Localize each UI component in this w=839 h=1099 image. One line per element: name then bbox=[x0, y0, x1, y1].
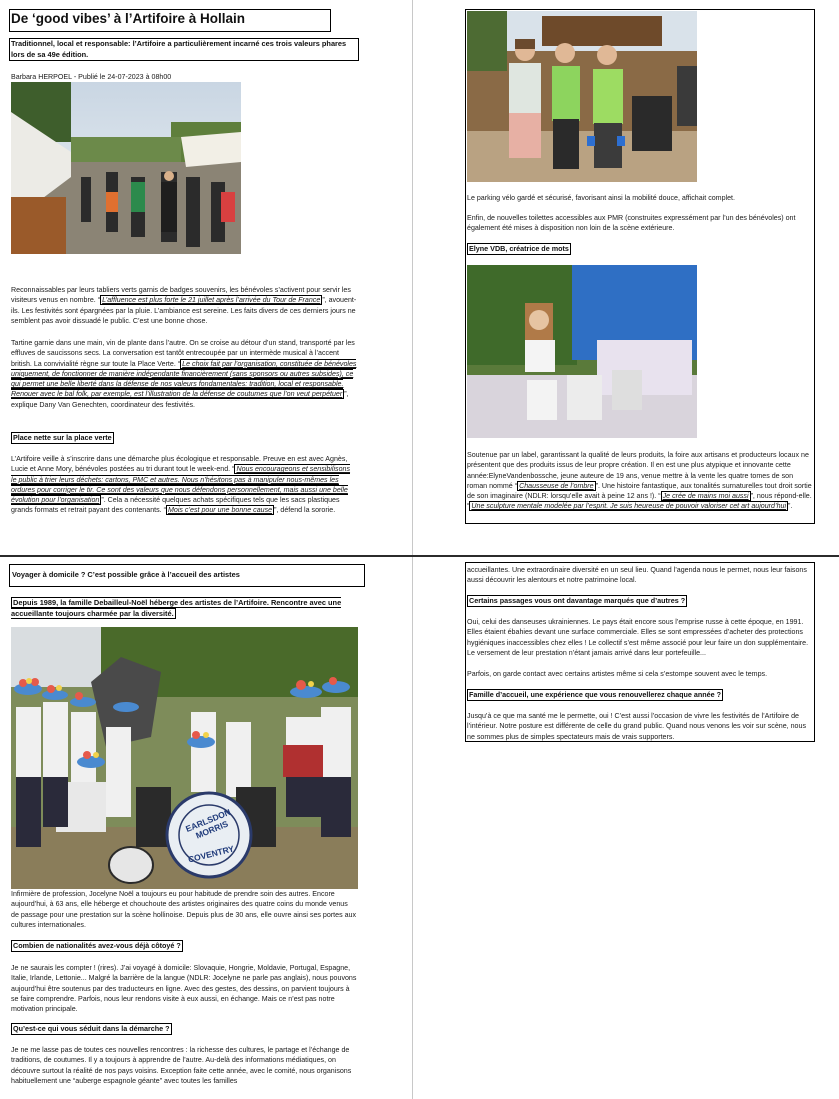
paragraph-4: Le parking vélo gardé et sécurisé, favorisant ainsi la mobilité douce, affichait complet. bbox=[467, 194, 736, 202]
subheading-place-nette: Place nette sur la place verte bbox=[13, 433, 112, 442]
paragraph-1: Reconnaissables par leurs tabliers verts garnis de badges souvenirs, les bénévoles s’activent pour servir les visiteurs venus en nombre. “ L’affluence est plus forte le 21 juillet après l’arrivée du Tour de France ”, avouent-ils. Les festivités sont épargnées par la pluie. L’ambiance est sereine. Les faits divers de ces derniers jours ne semblent pas avoir dissuadé le public. C’est une bonne chose. bbox=[11, 286, 357, 325]
article2-subheading-seduit: Qu’est-ce qui vous séduit dans la démarche ? bbox=[13, 1024, 170, 1033]
festival-street-photo bbox=[11, 82, 241, 254]
article2-paragraph-6: Parfois, on garde contact avec certains artistes même si cela s’estompe souvent avec le temps. bbox=[467, 670, 768, 678]
article-title: De ‘good vibes’ à l’Artifoire à Hollain bbox=[9, 9, 331, 32]
subheading-elyne: Elyne VDB, créatrice de mots bbox=[469, 244, 569, 253]
paragraph-2: Tartine garnie dans une main, vin de plante dans l’autre. On se croise au détour d’un stand, transporté par les effluves de saucissons secs. La conversation est tantôt entrecoupée par un intermède musical à l’accent british. La convivialité règne sur toute la Place Verte. “ Le choix fait par l’organisation, constituée de bénévoles uniquement, de fonctionner de manière indépendante financièrement (sans sponsors ou autres subsides), ce qui permet une belle liberté dans la défense de nos valeurs fondamentales: tradition, local et responsable. Renouer avec le bal folk, par exemple, est l’illustration de la défense de coutumes que l’on veut perpétuer ”, explique Dany Van Genechten, coordinateur des festivités. bbox=[11, 339, 357, 409]
article2-paragraph-3: Je ne me lasse pas de toutes ces nouvelles rencontres : la richesse des cultures, le partage et l’échange de traditions, de coutumes. Il y a toujours à apprendre de l’autre. Au-delà des informations médiatiques, on découvre surtout la réalité de nos pays voisins. Exception faite cette année, avec le comité, nous organisons habituellement une “auberge espagnole géante” avec toutes les familles bbox=[11, 1046, 352, 1085]
article2-subheading-famille: Famille d’accueil, une expérience que vous renouvellerez chaque année ? bbox=[469, 690, 722, 699]
article2-paragraph-5: Oui, celui des danseuses ukrainiennes. Le pays était encore sous l’emprise russe à cette époque, en 1991. Elles étaient ébahies devant une surface commerciale. Elles se sont empressées d’acheter des protections hygiéniques inaccessibles chez elles ! Le collectif s’est même associé pour leur faire un don supplémentaire. Le versement de leur prestation n’étant jamais arrivé dans leur portefeuille... bbox=[467, 618, 809, 657]
article2-paragraph-2: Je ne saurais les compter ! (rires). J’ai voyagé à domicile: Slovaquie, Hongrie, Moldavie, Portugal, Espagne, Italie, Irlande, Lettonie... Malgré la barrière de la langue (NDLR: Jocelyne ne parle pas anglais), nous pouvons aujourd’hui être soutenus par des traducteurs en ligne. Avec des gestes, des dessins, on parvient toujours à se faire comprendre. Parfois, nous leur rendons visite à eux aussi, en échange. Mais ce n’est pas notre motivation principale. bbox=[11, 964, 357, 1014]
paragraph-6: Soutenue par un label, garantissant la qualité de leurs produits, la foire aux artisans et producteurs locaux ne présentent que des produits issus de leur propre création. Il en est une plus atypique et innovante cette année:ElyneVandenbossche, jeune auteure de 19 ans, venue mettre à la vente les quatre tomes de son roman nommé “ Chausseuse de l’ombre ”. Une histoire fantastique, aux tonalités surnaturelles tout droit sortie de son imaginaire (NDLR: lorsqu’elle avait à peine 12 ans !). “ Je crée de mains moi aussi ”, nous répond-elle. “ Une sculpture mentale modelée par l’esprit. Je suis heureuse de pouvoir valoriser cet art aujourd’hui ”. bbox=[467, 451, 812, 511]
article-lead: Traditionnel, local et responsable: l’Artifoire a particulièrement incarné ces trois valeurs phares lors de sa 49e édition. bbox=[9, 38, 359, 61]
article2-title: Voyager à domicile ? C’est possible grâce à l’accueil des artistes bbox=[12, 570, 240, 579]
article-byline: Barbara HERPOEL - Publié le 24-07-2023 à 08h00 bbox=[11, 73, 172, 81]
article2-subheading-nationalites: Combien de nationalités avez-vous déjà côtoyé ? bbox=[13, 941, 181, 950]
article2-subheading-passages: Certains passages vous ont davantage marqués que d’autres ? bbox=[469, 596, 686, 605]
paragraph-3: L’Artifoire veille à s’inscrire dans une démarche plus écologique et responsable. Preuve en est avec Agnès, Lucie et Anne Mory, bénévoles postées au tri durant tout le week-end. “ Nous encourageons et sensibilisons le public à trier leurs déchets: cartons, PMC et autres. Nous n’hésitons pas à manipuler nous-mêmes les ordures pour corriger le tir. Ce sont des valeurs que nous défendons personnellement, mais aussi une belle évolution pour l’organisation ”. Cela a nécessité quelques achats spécifiques tels que les sacs plastiques grands formats et retrait payant des contenants. “ Mois c’est pour une bonne cause ”, défend la sororie. bbox=[11, 455, 351, 515]
page-divider bbox=[0, 555, 839, 557]
drum-text-top: EARLSDON MORRIS bbox=[184, 806, 233, 841]
article2-lead: Depuis 1989, la famille Debailleul-Noël héberge des artistes de l’Artifoire. Rencontre avec une accueillante toujours charmée par la diversité. bbox=[11, 598, 342, 618]
author-stand-photo bbox=[467, 265, 697, 438]
article2-paragraph-1: Infirmière de profession, Jocelyne Noël a toujours eu pour habitude de prendre soin des autres. Encore aujourd’hui, à 63 ans, elle héberge et chouchoute des artistes originaires des quatre coins du monde venus de passage pour une prestation sur la scène hollinoise. Depuis plus de 30 ans, elle ouvre ainsi ses portes aux cultures internationales. bbox=[11, 890, 357, 929]
morris-dancers-photo bbox=[11, 627, 358, 889]
paragraph-5: Enfin, de nouvelles toilettes accessibles aux PMR (construites expressément par l’un des bénévoles) ont également été mises à disposition non loin de la scène extérieure. bbox=[467, 214, 796, 233]
column-divider bbox=[412, 0, 413, 1099]
article2-paragraph-4: accueillantes. Une extraordinaire diversité en un seul lieu. Quand l’agenda nous le permet, nous leur faisons aussi découvrir les alentours et notre patrimoine local. bbox=[467, 566, 807, 585]
article2-paragraph-7: Jusqu’à ce que ma santé me le permette, oui ! C’est aussi l’occasion de vivre les festivités de l’Artifoire de l’intérieur. Notre posture est différente de celle du grand public. Quand nous venons les voir sur scène, nous ne sommes plus de simples spectateurs mais de vrais supporters. bbox=[467, 712, 806, 741]
volunteers-photo bbox=[467, 11, 697, 182]
drum-text-bottom: COVENTRY bbox=[187, 843, 235, 865]
